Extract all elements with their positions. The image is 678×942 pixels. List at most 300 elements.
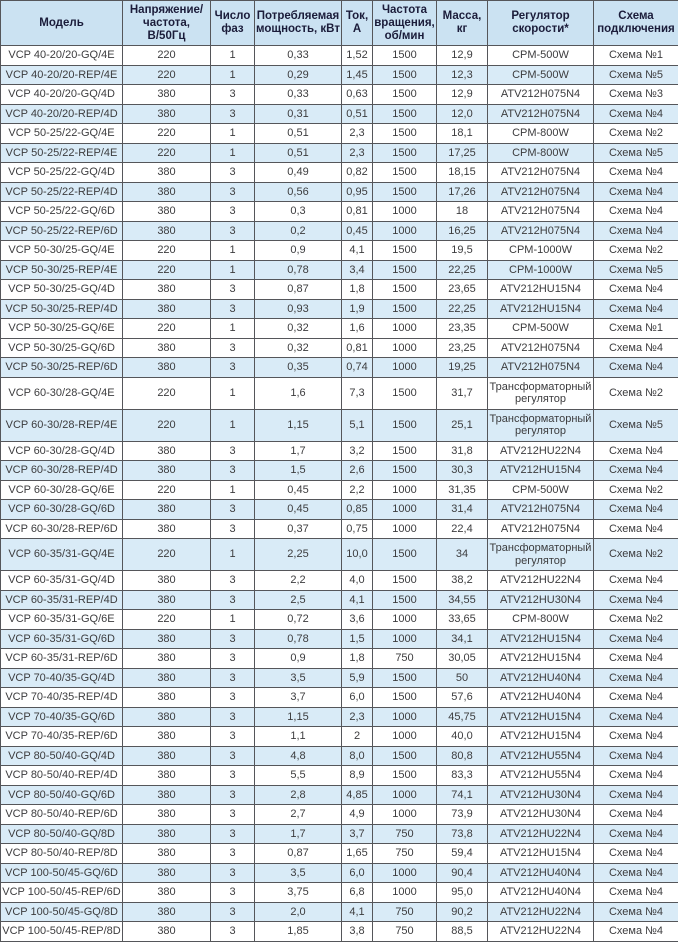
table-cell: CPM-500W	[488, 480, 594, 500]
table-cell: 1500	[373, 65, 437, 85]
table-cell: Схема №1	[594, 46, 678, 66]
table-cell: 1	[211, 143, 255, 163]
table-cell: 3	[211, 182, 255, 202]
table-cell: 750	[373, 844, 437, 864]
table-cell: 1500	[373, 124, 437, 144]
table-cell: 0,74	[342, 358, 373, 378]
table-cell: 2,6	[342, 461, 373, 481]
table-cell: VCP 70-40/35-REP/4D	[1, 688, 123, 708]
table-cell: 4,1	[342, 590, 373, 610]
table-cell: VCP 50-30/25-REP/4E	[1, 260, 123, 280]
table-cell: Схема №4	[594, 785, 678, 805]
table-row	[1, 260, 678, 280]
table-cell: CPM-500W	[488, 46, 594, 66]
table-cell: VCP 60-30/28-GQ/4D	[1, 441, 123, 461]
table-cell: Схема №2	[594, 241, 678, 261]
table-cell: VCP 50-25/22-REP/6D	[1, 221, 123, 241]
table-cell: ATV212HU15N4	[488, 727, 594, 747]
column-header: Модель	[1, 1, 123, 46]
table-cell: VCP 80-50/40-GQ/6D	[1, 785, 123, 805]
table-cell: 1,1	[255, 727, 342, 747]
table-cell: CPM-800W	[488, 143, 594, 163]
table-cell: 5,5	[255, 766, 342, 786]
table-cell: 2,3	[342, 707, 373, 727]
table-cell: VCP 100-50/45-GQ/8D	[1, 902, 123, 922]
table-cell: 750	[373, 922, 437, 942]
table-cell: 380	[123, 844, 211, 864]
table-cell: 3,5	[255, 863, 342, 883]
header-row	[1, 1, 678, 46]
table-cell: 1500	[373, 766, 437, 786]
table-cell: 0,78	[255, 260, 342, 280]
table-cell: 22,25	[437, 260, 488, 280]
table-cell: 0,35	[255, 358, 342, 378]
table-cell: 220	[123, 539, 211, 571]
table-cell: 2,5	[255, 590, 342, 610]
table-cell: Схема №5	[594, 143, 678, 163]
table-cell: 380	[123, 519, 211, 539]
table-cell: VCP 60-35/31-REP/4D	[1, 590, 123, 610]
table-cell: Схема №4	[594, 571, 678, 591]
table-cell: 5,1	[342, 409, 373, 441]
table-row	[1, 500, 678, 520]
table-cell: 8,9	[342, 766, 373, 786]
table-cell: 80,8	[437, 746, 488, 766]
table-cell: 0,49	[255, 163, 342, 183]
table-cell: Схема №4	[594, 299, 678, 319]
table-cell: 31,35	[437, 480, 488, 500]
table-cell: 220	[123, 260, 211, 280]
table-cell: 3	[211, 461, 255, 481]
table-cell: ATV212H075N4	[488, 358, 594, 378]
table-cell: 3	[211, 202, 255, 222]
table-row	[1, 902, 678, 922]
table-cell: 1,65	[342, 844, 373, 864]
table-cell: 3,7	[255, 688, 342, 708]
table-cell: 380	[123, 221, 211, 241]
table-cell: VCP 50-30/25-GQ/6D	[1, 338, 123, 358]
table-cell: 1500	[373, 590, 437, 610]
table-cell: 1000	[373, 727, 437, 747]
table-cell: 380	[123, 358, 211, 378]
table-cell: 2,3	[342, 124, 373, 144]
table-cell: 380	[123, 629, 211, 649]
table-cell: 1000	[373, 805, 437, 825]
table-cell: 3	[211, 441, 255, 461]
table-cell: Трансформаторный регулятор	[488, 377, 594, 409]
table-cell: 1	[211, 409, 255, 441]
table-cell: 6,0	[342, 688, 373, 708]
table-cell: 1000	[373, 319, 437, 339]
table-cell: 83,3	[437, 766, 488, 786]
column-header: Частота вращения, об/мин	[373, 1, 437, 46]
table-cell: ATV212HU40N4	[488, 688, 594, 708]
table-row	[1, 519, 678, 539]
table-cell: ATV212H075N4	[488, 221, 594, 241]
table-cell: 0,63	[342, 85, 373, 105]
table-cell: ATV212HU40N4	[488, 863, 594, 883]
table-cell: VCP 100-50/45-GQ/6D	[1, 863, 123, 883]
table-cell: Схема №3	[594, 85, 678, 105]
table-cell: 3	[211, 727, 255, 747]
table-cell: 18,15	[437, 163, 488, 183]
table-cell: ATV212HU30N4	[488, 785, 594, 805]
table-cell: ATV212H075N4	[488, 182, 594, 202]
table-cell: 380	[123, 85, 211, 105]
table-cell: 380	[123, 163, 211, 183]
table-cell: ATV212HU15N4	[488, 649, 594, 669]
table-cell: Схема №4	[594, 902, 678, 922]
table-row	[1, 727, 678, 747]
table-cell: 1,5	[342, 629, 373, 649]
table-cell: Схема №4	[594, 461, 678, 481]
table-cell: 1000	[373, 221, 437, 241]
table-cell: VCP 100-50/45-REP/6D	[1, 883, 123, 903]
table-cell: 1,6	[255, 377, 342, 409]
table-cell: 750	[373, 649, 437, 669]
table-cell: 0,2	[255, 221, 342, 241]
table-cell: VCP 50-30/25-GQ/4D	[1, 280, 123, 300]
table-cell: 380	[123, 500, 211, 520]
table-cell: 380	[123, 571, 211, 591]
table-cell: 380	[123, 280, 211, 300]
table-cell: 2,2	[342, 480, 373, 500]
table-cell: Схема №5	[594, 409, 678, 441]
table-cell: VCP 60-35/31-GQ/6D	[1, 629, 123, 649]
table-cell: 3	[211, 571, 255, 591]
table-cell: CPM-1000W	[488, 241, 594, 261]
table-cell: 380	[123, 202, 211, 222]
table-cell: VCP 50-30/25-GQ/6E	[1, 319, 123, 339]
table-cell: 90,2	[437, 902, 488, 922]
table-cell: VCP 70-40/35-REP/6D	[1, 727, 123, 747]
table-cell: 1,8	[342, 649, 373, 669]
table-cell: VCP 60-35/31-REP/6D	[1, 649, 123, 669]
table-cell: VCP 50-25/22-REP/4D	[1, 182, 123, 202]
table-cell: 4,1	[342, 902, 373, 922]
table-cell: 380	[123, 104, 211, 124]
table-cell: 0,51	[342, 104, 373, 124]
table-cell: 1500	[373, 143, 437, 163]
table-cell: 3,75	[255, 883, 342, 903]
table-cell: 4,0	[342, 571, 373, 591]
table-cell: 3	[211, 590, 255, 610]
table-cell: 3	[211, 299, 255, 319]
table-cell: Схема №2	[594, 377, 678, 409]
table-cell: Схема №4	[594, 707, 678, 727]
table-cell: 3	[211, 280, 255, 300]
table-cell: 2,2	[255, 571, 342, 591]
table-row	[1, 280, 678, 300]
table-cell: Схема №4	[594, 182, 678, 202]
table-cell: 18,1	[437, 124, 488, 144]
table-cell: 3,5	[255, 668, 342, 688]
table-cell: 12,9	[437, 46, 488, 66]
table-cell: VCP 50-25/22-GQ/4D	[1, 163, 123, 183]
table-row	[1, 610, 678, 630]
table-cell: Схема №4	[594, 500, 678, 520]
table-cell: 0,51	[255, 143, 342, 163]
table-cell: 1,45	[342, 65, 373, 85]
table-cell: 3,4	[342, 260, 373, 280]
table-cell: 0,81	[342, 202, 373, 222]
table-cell: 0,37	[255, 519, 342, 539]
table-cell: 30,3	[437, 461, 488, 481]
table-cell: VCP 50-30/25-GQ/4E	[1, 241, 123, 261]
table-cell: 3	[211, 766, 255, 786]
table-cell: Схема №4	[594, 727, 678, 747]
table-cell: 1500	[373, 241, 437, 261]
table-cell: 30,05	[437, 649, 488, 669]
table-cell: 3	[211, 500, 255, 520]
table-cell: 380	[123, 299, 211, 319]
table-cell: 23,35	[437, 319, 488, 339]
table-cell: 1500	[373, 85, 437, 105]
table-cell: 1000	[373, 610, 437, 630]
table-cell: VCP 60-30/28-REP/4D	[1, 461, 123, 481]
table-cell: 1000	[373, 863, 437, 883]
table-cell: 1,6	[342, 319, 373, 339]
table-row	[1, 163, 678, 183]
table-cell: 220	[123, 409, 211, 441]
table-cell: ATV212HU40N4	[488, 668, 594, 688]
table-row	[1, 688, 678, 708]
table-row	[1, 805, 678, 825]
table-cell: 0,93	[255, 299, 342, 319]
table-cell: 1,5	[255, 461, 342, 481]
table-cell: 0,87	[255, 844, 342, 864]
column-header: Число фаз	[211, 1, 255, 46]
table-cell: Схема №4	[594, 883, 678, 903]
table-cell: 1500	[373, 668, 437, 688]
table-cell: Схема №4	[594, 824, 678, 844]
table-cell: 0,81	[342, 338, 373, 358]
column-header: Регулятор скорости*	[488, 1, 594, 46]
table-cell: Схема №4	[594, 629, 678, 649]
table-cell: 1,8	[342, 280, 373, 300]
table-cell: 1000	[373, 480, 437, 500]
table-cell: 33,65	[437, 610, 488, 630]
table-cell: 220	[123, 241, 211, 261]
table-cell: 45,75	[437, 707, 488, 727]
table-cell: 1500	[373, 571, 437, 591]
table-cell: 12,9	[437, 85, 488, 105]
table-cell: 3	[211, 805, 255, 825]
table-cell: Схема №4	[594, 649, 678, 669]
table-cell: 88,5	[437, 922, 488, 942]
table-cell: 10,0	[342, 539, 373, 571]
table-cell: 1,52	[342, 46, 373, 66]
table-cell: 380	[123, 883, 211, 903]
table-row	[1, 409, 678, 441]
table-cell: 17,26	[437, 182, 488, 202]
table-cell: VCP 60-30/28-GQ/6E	[1, 480, 123, 500]
table-row	[1, 461, 678, 481]
table-cell: VCP 80-50/40-REP/4D	[1, 766, 123, 786]
table-cell: 380	[123, 922, 211, 942]
table-cell: VCP 40-20/20-REP/4E	[1, 65, 123, 85]
table-cell: 0,87	[255, 280, 342, 300]
table-cell: Схема №4	[594, 104, 678, 124]
table-cell: 90,4	[437, 863, 488, 883]
table-cell: 380	[123, 766, 211, 786]
table-cell: Схема №4	[594, 746, 678, 766]
table-row	[1, 85, 678, 105]
table-cell: 18	[437, 202, 488, 222]
table-row	[1, 590, 678, 610]
table-cell: 1000	[373, 707, 437, 727]
table-cell: 2	[342, 727, 373, 747]
table-cell: 73,8	[437, 824, 488, 844]
table-row	[1, 844, 678, 864]
table-row	[1, 241, 678, 261]
table-cell: 1,7	[255, 441, 342, 461]
table-cell: 3	[211, 922, 255, 942]
table-cell: 31,7	[437, 377, 488, 409]
table-cell: 73,9	[437, 805, 488, 825]
table-cell: VCP 80-50/40-REP/6D	[1, 805, 123, 825]
table-row	[1, 441, 678, 461]
table-cell: 380	[123, 863, 211, 883]
table-cell: ATV212H075N4	[488, 85, 594, 105]
table-cell: 0,75	[342, 519, 373, 539]
table-cell: CPM-500W	[488, 65, 594, 85]
table-cell: 750	[373, 824, 437, 844]
table-cell: 6,0	[342, 863, 373, 883]
table-cell: ATV212H075N4	[488, 202, 594, 222]
table-cell: 2,25	[255, 539, 342, 571]
table-row	[1, 707, 678, 727]
table-cell: 0,82	[342, 163, 373, 183]
table-cell: 0,9	[255, 241, 342, 261]
table-cell: 3	[211, 863, 255, 883]
table-row	[1, 629, 678, 649]
table-cell: ATV212HU22N4	[488, 922, 594, 942]
table-cell: 19,25	[437, 358, 488, 378]
table-cell: 3	[211, 338, 255, 358]
table-cell: ATV212H075N4	[488, 104, 594, 124]
table-cell: 0,45	[255, 480, 342, 500]
table-cell: 34,55	[437, 590, 488, 610]
table-cell: 380	[123, 461, 211, 481]
table-cell: 1	[211, 241, 255, 261]
table-cell: ATV212H075N4	[488, 519, 594, 539]
table-cell: 3	[211, 844, 255, 864]
table-cell: ATV212HU22N4	[488, 824, 594, 844]
table-cell: 3	[211, 104, 255, 124]
table-cell: 1,7	[255, 824, 342, 844]
table-cell: Трансформаторный регулятор	[488, 539, 594, 571]
table-cell: 750	[373, 902, 437, 922]
table-cell: 0,33	[255, 85, 342, 105]
table-cell: ATV212HU15N4	[488, 280, 594, 300]
table-cell: 1	[211, 319, 255, 339]
table-cell: 3	[211, 629, 255, 649]
table-cell: 3	[211, 746, 255, 766]
table-cell: 1	[211, 610, 255, 630]
table-cell: Схема №4	[594, 844, 678, 864]
table-cell: CPM-500W	[488, 319, 594, 339]
table-cell: 1	[211, 377, 255, 409]
table-cell: 95,0	[437, 883, 488, 903]
table-cell: VCP 70-40/35-GQ/4D	[1, 668, 123, 688]
table-cell: ATV212HU22N4	[488, 902, 594, 922]
table-cell: VCP 80-50/40-REP/8D	[1, 844, 123, 864]
table-cell: 0,29	[255, 65, 342, 85]
table-cell: 380	[123, 590, 211, 610]
table-cell: 12,3	[437, 65, 488, 85]
table-cell: 1500	[373, 182, 437, 202]
table-cell: 59,4	[437, 844, 488, 864]
table-cell: VCP 80-50/40-GQ/8D	[1, 824, 123, 844]
table-cell: 1,85	[255, 922, 342, 942]
table-cell: 1	[211, 260, 255, 280]
table-cell: 1	[211, 480, 255, 500]
table-cell: 31,8	[437, 441, 488, 461]
table-cell: 31,4	[437, 500, 488, 520]
table-cell: 25,1	[437, 409, 488, 441]
table-cell: 34,1	[437, 629, 488, 649]
table-cell: VCP 100-50/45-REP/8D	[1, 922, 123, 942]
table-cell: CPM-1000W	[488, 260, 594, 280]
table-cell: 1,9	[342, 299, 373, 319]
table-cell: VCP 40-20/20-GQ/4E	[1, 46, 123, 66]
table-cell: Схема №2	[594, 124, 678, 144]
table-row	[1, 571, 678, 591]
table-cell: Схема №4	[594, 805, 678, 825]
table-cell: ATV212HU40N4	[488, 883, 594, 903]
table-row	[1, 785, 678, 805]
table-cell: 220	[123, 319, 211, 339]
table-cell: Схема №4	[594, 766, 678, 786]
table-cell: 1000	[373, 629, 437, 649]
table-row	[1, 863, 678, 883]
table-cell: 380	[123, 441, 211, 461]
table-cell: 380	[123, 668, 211, 688]
table-cell: 34	[437, 539, 488, 571]
table-row	[1, 338, 678, 358]
table-cell: 4,85	[342, 785, 373, 805]
table-cell: 16,25	[437, 221, 488, 241]
table-cell: 57,6	[437, 688, 488, 708]
table-cell: 3	[211, 221, 255, 241]
table-cell: 38,2	[437, 571, 488, 591]
table-body	[1, 46, 678, 942]
table-cell: ATV212HU15N4	[488, 629, 594, 649]
table-cell: VCP 60-35/31-GQ/4D	[1, 571, 123, 591]
table-cell: 23,65	[437, 280, 488, 300]
table-cell: 3	[211, 902, 255, 922]
table-cell: 1500	[373, 260, 437, 280]
table-cell: 3	[211, 785, 255, 805]
table-cell: Схема №2	[594, 480, 678, 500]
table-row	[1, 766, 678, 786]
table-cell: 1	[211, 46, 255, 66]
table-row	[1, 104, 678, 124]
table-row	[1, 539, 678, 571]
table-cell: 1	[211, 124, 255, 144]
table-cell: 0,51	[255, 124, 342, 144]
table-cell: 1000	[373, 338, 437, 358]
table-cell: 6,8	[342, 883, 373, 903]
table-cell: 5,9	[342, 668, 373, 688]
table-row	[1, 358, 678, 378]
table-cell: 22,4	[437, 519, 488, 539]
table-cell: 1000	[373, 785, 437, 805]
table-cell: 3	[211, 668, 255, 688]
table-cell: 220	[123, 480, 211, 500]
table-cell: Схема №2	[594, 610, 678, 630]
